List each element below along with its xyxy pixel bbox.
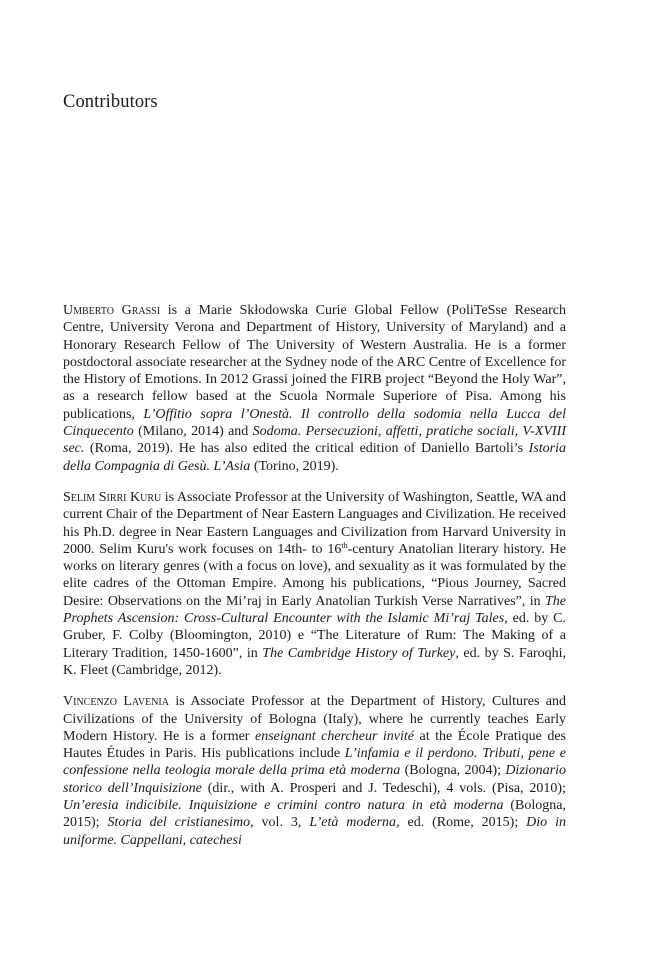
publication-title: Dizionario storico dell’Inquisizione [63, 763, 566, 796]
bio-text: (Roma, 2019). He has also edited the critical edition of Daniello Bartoli’s [84, 441, 529, 457]
bio-text: (Bologna, 2015); [63, 798, 567, 831]
bio-text: -century Anatolian literary history. He works on literary genres (with a focus on love), and sexuality as it was formulated by the elite cadres of the Ottoman Empire. Among his publications, “Pious Journey, Sacred Desire: Observations on the Mi’raj in Early Anatolian Turkish Verse Narratives”, in [63, 541, 566, 609]
bio-text: is Associate Professor at the Department of History, Cultures and Civilizations of the University of Bologna (Italy), where he currently teaches Early Modern History. He is a former [63, 694, 566, 744]
bio-text: , ed. (Rome, 2015); [396, 815, 527, 831]
bio-text: (Torino, 2019). [250, 458, 339, 474]
contributor-bio [63, 693, 566, 849]
ordinal-superscript: th [341, 540, 348, 550]
contributors-list [63, 302, 566, 863]
publication-title: L’Offitio sopra l’Onestà. Il controllo della sodomia nella Lucca del Cinquecento [63, 406, 566, 440]
bio-text: is a Marie Skłodowska Curie Global Fellow (PoliTeSse Research Centre, University Verona and Department of History, University of Maryland) and a Honorary Research Fellow of The University of Western Australia. He is a former postdoctoral associate researcher at the Sydney node of the ARC Centre of Excellence for the History of Emotions. In 2012 Grassi joined the FIRB project “Beyond the Holy War”, as a research fellow based at the Scuola Normale Superiore of Pisa. Among his publications, [63, 303, 566, 422]
bio-text: (dir., with A. Prosperi and J. Tedeschi), 4 vols. (Pisa, 2010); [201, 780, 566, 796]
bio-text: , ed. by C. Gruber, F. Colby (Bloomington, 2010) e “The Literature of Rum: The Making of a Literary Tradition, 1450-1600”, in [63, 611, 566, 661]
publication-title: Un’eresia indicibile. Inquisizione e crimini contro natura in età moderna [63, 798, 504, 814]
publication-title: The Cambridge History of Turkey [262, 645, 456, 661]
publication-title: Dio in uniforme. Cappellani, catechesi [63, 815, 566, 848]
contributor-bio [63, 489, 566, 679]
contributor-bio [63, 302, 566, 475]
publication-title: The Prophets Ascension: Cross-Cultural Encounter with the Islamic Mi’raj Tales [63, 593, 566, 627]
publication-title: Sodoma. Persecuzioni, affetti, pratiche sociali, V-XVIII sec. [63, 424, 567, 457]
page-title: Contributors [63, 92, 158, 112]
publication-title: Storia del cristianesimo [107, 815, 251, 831]
bio-text: (Bologna, 2004); [400, 763, 506, 779]
publication-title: L’infamia e il perdono. Tributi, pene e confessione nella teologia morale della prima età moderna [63, 746, 566, 779]
publication-title: Istoria della Compagnia di Gesù. L’Asia [63, 441, 566, 474]
bio-text: , vol. 3, [250, 815, 310, 831]
contributor-name: Vincenzo Lavenia [63, 694, 169, 710]
bio-text: is Associate Professor at the University of Washington, Seattle, WA and current Chair of the Department of Near Eastern Languages and Civilization. He received his Ph.D. degree in Near Eastern Languages and Civilization from Harvard University in 2000. Selim Kuru's work focuses on 14th- to 16 [63, 489, 567, 557]
publication-title: L’età moderna [309, 815, 397, 831]
bio-text: at the École Pratique des Hautes Études in Paris. His publications include [63, 728, 566, 762]
bio-text: (Milano, 2014) and [133, 424, 253, 440]
contributor-name: Umberto Grassi [63, 303, 161, 318]
bio-text: , ed. by S. Faroqhi, K. Fleet (Cambridge, 2012). [63, 645, 566, 678]
contributor-name: Selim Sirri Kuru [63, 489, 162, 505]
publication-title: enseignant chercheur invité [254, 728, 415, 744]
